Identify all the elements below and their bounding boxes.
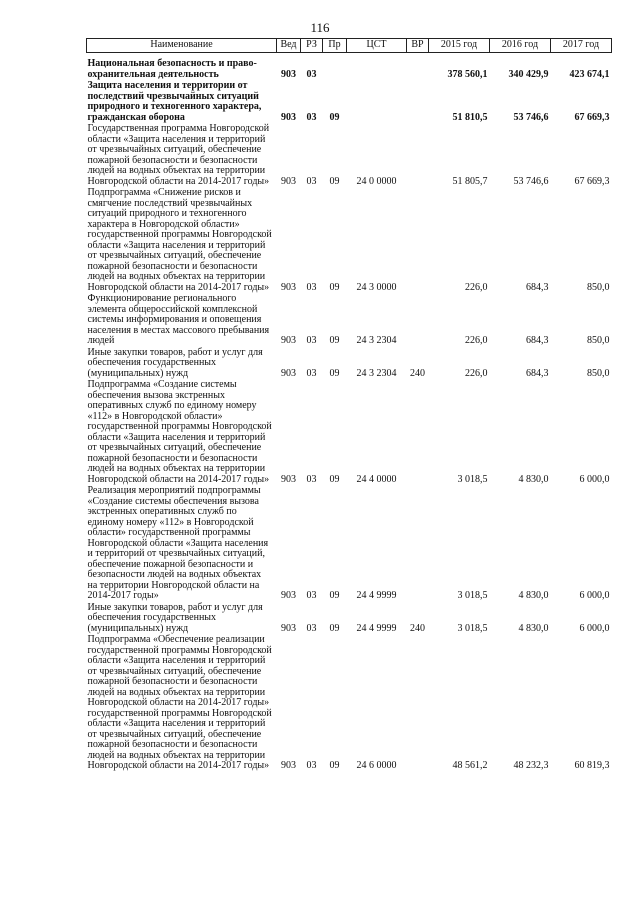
- cell-2015: 226,0: [465, 335, 488, 346]
- cell-name: Функционирование регионального элемента общероссийской комплексной системы информирования и оповещения населения в местах массового пребывания людей: [87, 293, 270, 346]
- header-2016: 2016 год: [490, 39, 551, 53]
- cell-vr: [407, 53, 429, 82]
- cell-rz: 03: [306, 281, 317, 293]
- cell-2017: 60 819,3: [574, 760, 610, 771]
- cell-ved: 903: [281, 335, 296, 346]
- cell-2017: 423 674,1: [569, 68, 610, 80]
- cell-2016: 48 232,3: [513, 760, 549, 771]
- cell-2017: 67 669,3: [574, 175, 610, 187]
- cell-2017: 850,0: [587, 281, 610, 293]
- cell-pr: 09: [329, 622, 340, 634]
- cell-name: Иные закупки товаров, работ и услуг для обеспечения государственных (муниципальных) нужд: [87, 601, 263, 634]
- cell-cst: 24 3 2304: [356, 335, 397, 346]
- cell-2017: 850,0: [587, 367, 610, 379]
- header-vr: ВР: [407, 39, 429, 53]
- cell-name: Реализация мероприятий подпрограммы «Создание системы обеспечения вызова экстренных оперативных служб по единому номеру «112» в Новгородской области» государственной программы Новгородской области «Защита населения и территорий от чрезвычайных ситуаций, обеспечение пожарной безопасности и безопасности людей на водных объектах на территории Новгородской области на 2014-2017 годы»: [87, 485, 269, 601]
- table-header-row: [87, 39, 612, 53]
- cell-cst: 24 4 9999: [356, 622, 397, 634]
- table-row: [87, 81, 612, 124]
- header-pr: Пр: [323, 39, 347, 53]
- cell-2016: 4 830,0: [518, 590, 549, 601]
- cell-2016: 340 429,9: [508, 68, 549, 80]
- cell-pr: 09: [329, 367, 340, 379]
- cell-cst: 24 3 2304: [356, 367, 397, 379]
- cell-2015: 51 805,7: [452, 175, 488, 187]
- cell-rz: 03: [306, 175, 317, 187]
- cell-2016: 684,3: [526, 367, 549, 379]
- cell-2017: 6 000,0: [579, 473, 610, 485]
- cell-rz: 03: [306, 622, 317, 634]
- header-2017: 2017 год: [551, 39, 612, 53]
- cell-2017: 850,0: [587, 335, 610, 346]
- table-body: [87, 53, 612, 773]
- cell-name: Подпрограмма «Снижение рисков и смягчение последствий чрезвычайных ситуаций природного и техногенного характера в Новгородской области» государственной программы Новгородской области «Защита населения и территорий от чрезвычайных ситуаций, обеспечение пожарной безопасности и безопасности людей на водных объектах на территории Новгородской области на 2014-2017 годы»: [87, 187, 272, 293]
- cell-rz: 03: [306, 590, 317, 601]
- cell-ved: 903: [281, 622, 296, 634]
- table-row: [87, 380, 612, 486]
- cell-ved: 903: [281, 473, 296, 485]
- cell-name: Иные закупки товаров, работ и услуг для обеспечения государственных (муниципальных) нужд: [87, 346, 263, 379]
- table-row: [87, 53, 612, 82]
- cell-rz: 03: [306, 335, 317, 346]
- cell-pr: 09: [329, 175, 340, 187]
- cell-pr: 09: [329, 111, 340, 123]
- cell-ved: 903: [281, 281, 296, 293]
- page-number: 116: [310, 20, 330, 35]
- cell-2017: 6 000,0: [579, 622, 610, 634]
- cell-ved: 903: [281, 760, 296, 771]
- cell-2015: 3 018,5: [457, 590, 488, 601]
- cell-name: Подпрограмма «Создание системы обеспечения вызова экстренных оперативных служб по единому номеру «112» в Новгородской области» государственной программы Новгородской области «Защита населения и территорий от чрезвычайных ситуаций, обеспечение пожарной безопасности и безопасности людей на водных объектах на территории Новгородской области на 2014-2017 годы»: [87, 379, 272, 485]
- cell-vr: 240: [410, 367, 425, 379]
- cell-2015: 226,0: [465, 281, 488, 293]
- cell-2015: 3 018,5: [457, 622, 488, 634]
- cell-vr: [407, 188, 429, 294]
- header-rz: РЗ: [301, 39, 323, 53]
- cell-2016: 4 830,0: [518, 622, 549, 634]
- cell-ved: 903: [281, 111, 296, 123]
- cell-vr: [407, 81, 429, 124]
- table-row: [87, 486, 612, 603]
- cell-pr: 09: [329, 473, 340, 485]
- header-ved: Вед: [277, 39, 301, 53]
- cell-name: Национальная безопасность и право-охранительная деятельность: [87, 58, 257, 80]
- cell-2016: 684,3: [526, 335, 549, 346]
- cell-pr: 09: [329, 590, 340, 601]
- cell-vr: [407, 486, 429, 603]
- cell-vr: [407, 124, 429, 188]
- cell-2016: 53 746,6: [513, 175, 549, 187]
- cell-vr: [407, 635, 429, 773]
- cell-cst: 24 6 0000: [356, 760, 397, 771]
- cell-rz: 03: [306, 367, 317, 379]
- cell-ved: 903: [281, 175, 296, 187]
- table-row: [87, 348, 612, 381]
- cell-ved: 903: [281, 590, 296, 601]
- cell-2016: 53 746,6: [513, 111, 549, 123]
- cell-cst: [347, 53, 407, 82]
- cell-rz: 03: [306, 68, 317, 80]
- cell-cst: 24 3 0000: [356, 281, 397, 293]
- cell-2015: 48 561,2: [452, 760, 488, 771]
- cell-2016: 4 830,0: [518, 473, 549, 485]
- cell-cst: [347, 81, 407, 124]
- cell-2017: 67 669,3: [574, 111, 610, 123]
- cell-cst: 24 4 9999: [356, 590, 397, 601]
- cell-2015: 3 018,5: [457, 473, 488, 485]
- cell-rz: 03: [306, 760, 317, 771]
- cell-rz: 03: [306, 111, 317, 123]
- cell-pr: 09: [329, 281, 340, 293]
- cell-cst: 24 4 0000: [356, 473, 397, 485]
- table-row: [87, 635, 612, 773]
- cell-pr: 09: [329, 335, 340, 346]
- table-row: [87, 188, 612, 294]
- table-row: [87, 603, 612, 636]
- cell-vr: [407, 380, 429, 486]
- cell-rz: 03: [306, 473, 317, 485]
- cell-pr: [323, 53, 347, 82]
- table-row: [87, 294, 612, 348]
- cell-2015: 51 810,5: [452, 111, 488, 123]
- cell-2017: 6 000,0: [579, 590, 610, 601]
- cell-name: Государственная программа Новгородской области «Защита населения и территорий от чрезвычайных ситуаций, обеспечение пожарной безопасности и безопасности людей на водных объектах на территории Новгородской области на 2014-2017 годы»: [87, 123, 270, 187]
- cell-name: Подпрограмма «Обеспечение реализации государственной программы Новгородской области «Защита населения и территорий от чрезвычайных ситуаций, обеспечение пожарной безопасности и безопасности людей на водных объектах на территории Новгородской области на 2014-2017 годы» государственной программы Новгородской области «Защита населения и территорий от чрезвычайных ситуаций, обеспечение пожарной безопасности и безопасности людей на водных объектах на территории Новгородской области на 2014-2017 годы»: [87, 634, 272, 771]
- cell-pr: 09: [329, 760, 340, 771]
- header-name: Наименование: [87, 39, 277, 53]
- table-row: [87, 124, 612, 188]
- cell-vr: 240: [410, 622, 425, 634]
- header-2015: 2015 год: [429, 39, 490, 53]
- cell-cst: 24 0 0000: [356, 175, 397, 187]
- cell-2015: 226,0: [465, 367, 488, 379]
- cell-ved: 903: [281, 367, 296, 379]
- budget-table: [86, 38, 612, 773]
- header-cst: ЦСТ: [347, 39, 407, 53]
- cell-name: Защита населения и территории от последствий чрезвычайных ситуаций природного и техногенного характера, гражданская оборона: [87, 80, 262, 123]
- cell-2015: 378 560,1: [447, 68, 488, 80]
- cell-ved: 903: [281, 68, 296, 80]
- cell-2016: 684,3: [526, 281, 549, 293]
- cell-vr: [407, 294, 429, 348]
